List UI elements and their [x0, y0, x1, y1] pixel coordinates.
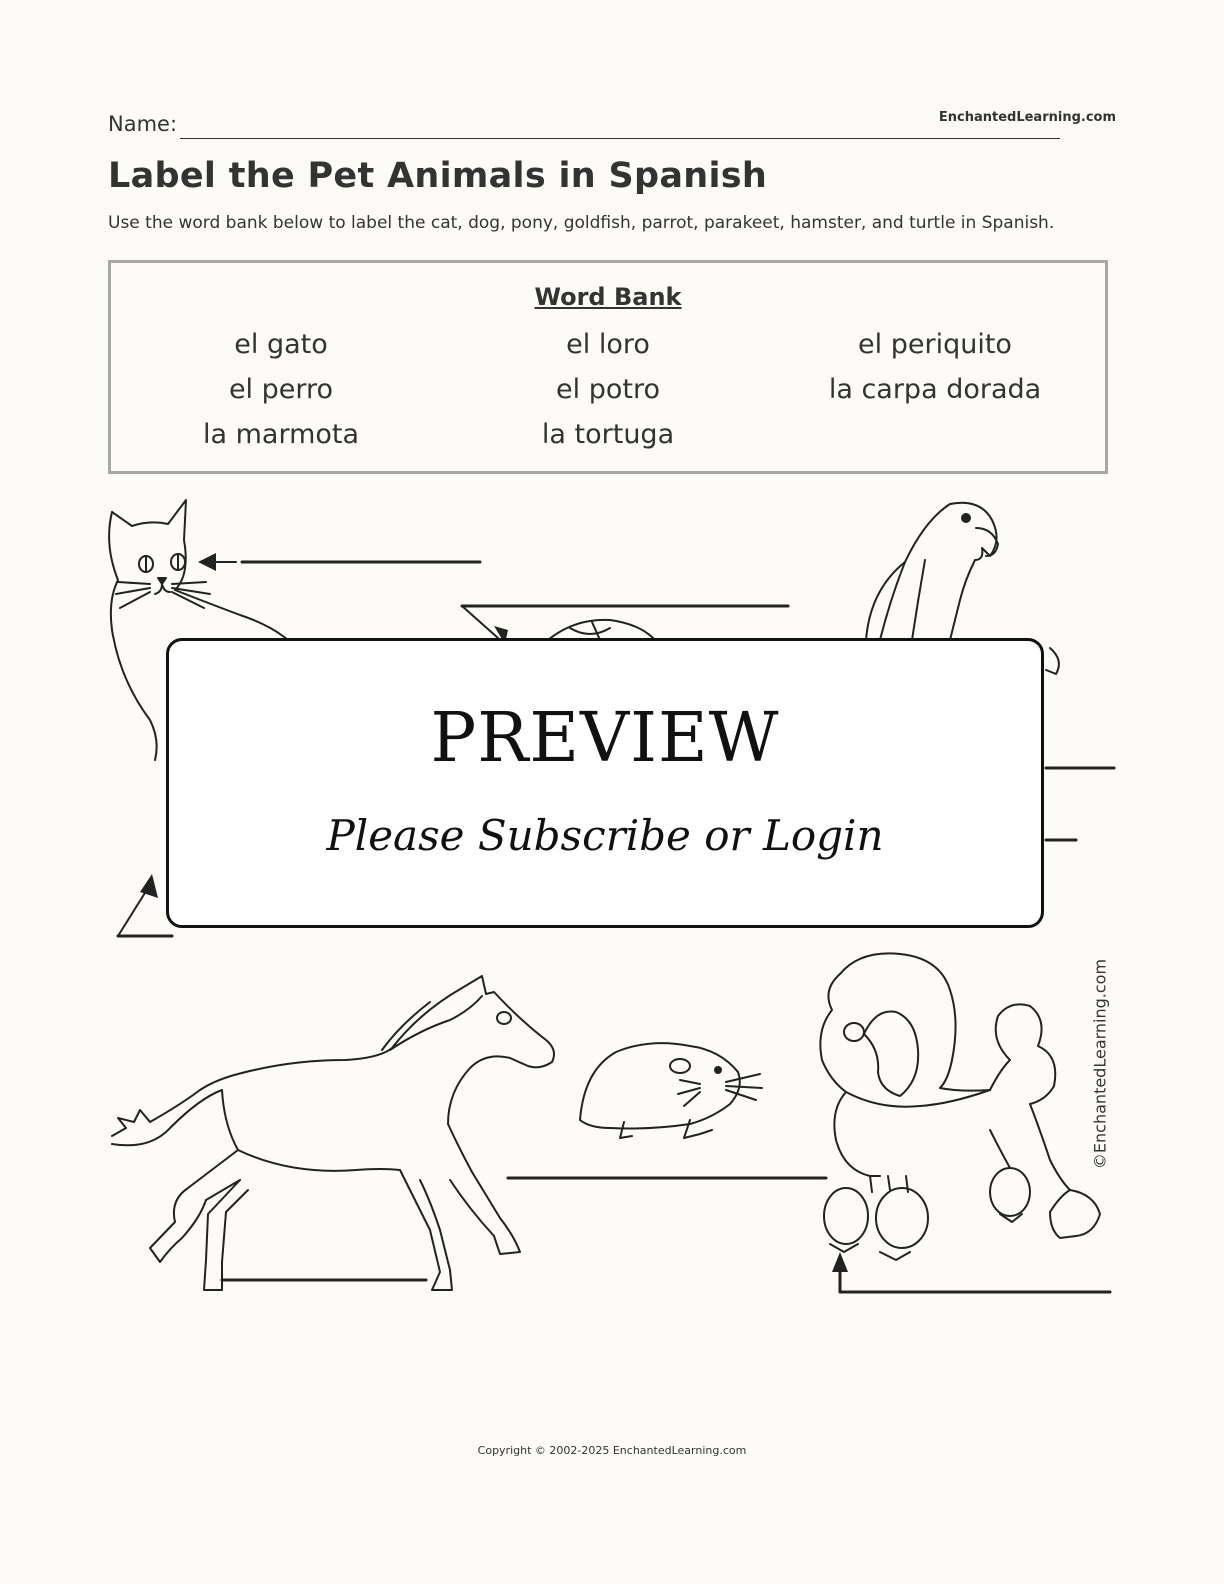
word-bank-word: el loro: [566, 329, 650, 360]
word-bank-word: el periquito: [858, 329, 1012, 360]
word-bank-word: el perro: [228, 374, 334, 405]
preview-subtitle: Please Subscribe or Login: [326, 811, 884, 860]
preview-title: PREVIEW: [430, 699, 780, 778]
page-title: Label the Pet Animals in Spanish: [108, 156, 768, 196]
dog-drawing: [820, 953, 1100, 1260]
preview-overlay[interactable]: [166, 638, 1044, 928]
word-bank-word: la marmota: [202, 419, 360, 450]
name-label: Name:: [108, 112, 178, 136]
copyright: Copyright © 2002-2025 EnchantedLearning.com: [477, 1444, 747, 1457]
site-name: EnchantedLearning.com: [938, 110, 1116, 125]
word-bank-title: Word Bank: [534, 283, 682, 311]
hamster-drawing: [580, 1043, 762, 1138]
watermark-text: ©EnchantedLearning.com: [1090, 958, 1110, 1170]
word-bank-word: el potro: [556, 374, 660, 405]
cat-arrow-head: [198, 553, 216, 571]
word-bank-word: el gato: [234, 329, 328, 360]
instructions: Use the word bank below to label the cat, dog, pony, goldfish, parrot, parakeet, hamster, and turtle in Spanish.: [108, 213, 1055, 233]
word-bank-word: la carpa dorada: [828, 374, 1042, 405]
dog-label-line[interactable]: [840, 1272, 1110, 1292]
pony-drawing: [112, 976, 554, 1290]
word-bank-word: la tortuga: [541, 419, 675, 450]
